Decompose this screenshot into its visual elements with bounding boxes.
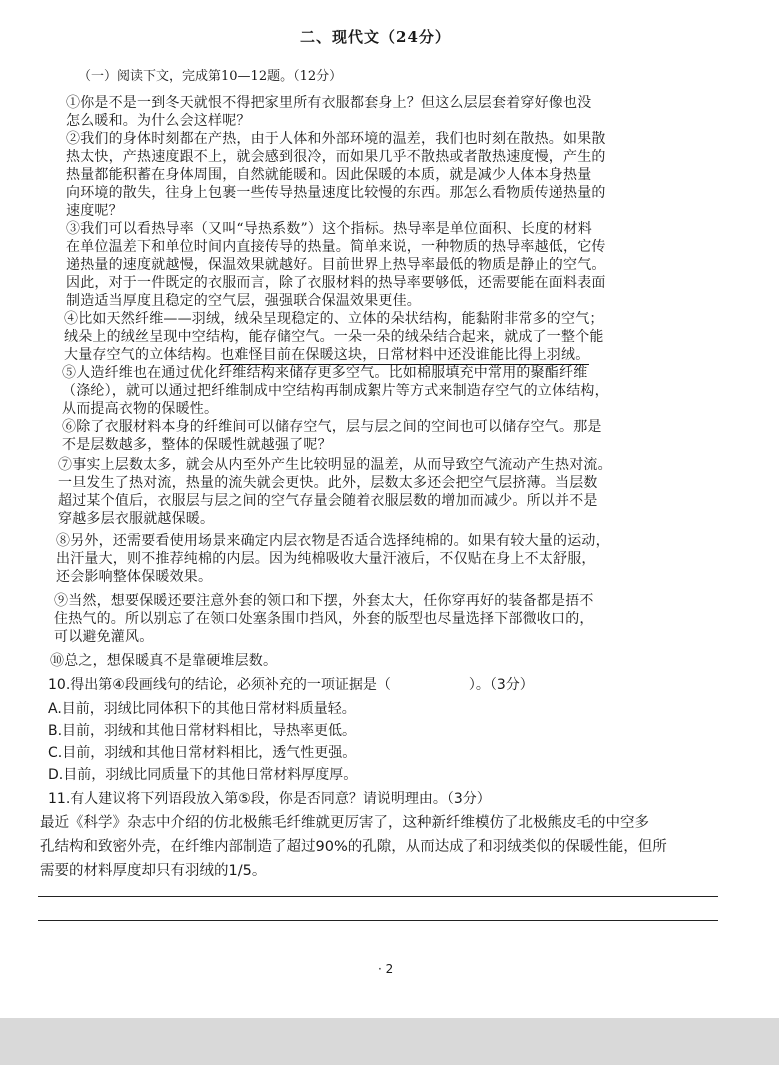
- question-10-stem: 10.得出第④段画线句的结论，必须补充的一项证据是（ ）。（3分）: [48, 677, 534, 693]
- passage-line: 向环境的散失，往身上包裹一些传导热量速度比较慢的东西。那怎么看物质传递热量的: [66, 185, 606, 201]
- passage-line: ④比如天然纤维——羽绒，绒朵呈现稳定的、立体的朵状结构，能黏附非常多的空气；: [64, 311, 604, 327]
- passage-line: ⑥除了衣服材料本身的纤维间可以储存空气，层与层之间的空间也可以储存空气。那是: [62, 419, 602, 435]
- passage-line: 怎么暖和。为什么会这样呢？: [66, 113, 251, 129]
- passage-line: 超过某个值后，衣服层与层之间的空气存量会随着衣服层数的增加而减少。所以并不是: [58, 493, 598, 509]
- passage-line-with-underline: [64, 346, 589, 364]
- question-10-option-d: D.目前，羽绒比同质量下的其他日常材料厚度厚。: [48, 767, 358, 783]
- passage-line: 热太快，产热速度跟不上，就会感到很冷，而如果几乎不散热或者散热速度慢，产生的: [66, 149, 606, 165]
- question-10-option-c: C.目前，羽绒和其他日常材料相比，透气性更强。: [48, 745, 357, 761]
- passage-line: ⑦事实上层数太多，就会从内至外产生比较明显的温差，从而导致空气流动产生热对流。: [58, 457, 612, 473]
- question-11-quote-line: 需要的材料厚度却只有羽绒的1/5。: [40, 863, 267, 879]
- passage-line: 不是层数越多，整体的保暖性就越强了呢？: [62, 437, 332, 453]
- passage-line: ③我们可以看热导率（又叫“导热系数”）这个指标。热导率是单位面积、长度的材料: [66, 221, 592, 237]
- section-title: 二、现代文（24分）: [300, 28, 451, 46]
- underlined-sentence: 也难怪目前在保暖这块，日常材料中还没谁能比得上羽绒。: [220, 347, 590, 363]
- passage-line: 制造适当厚度且稳定的空气层，强强联合保温效果更佳。: [66, 293, 421, 309]
- passage-line: ②我们的身体时刻都在产热，由于人体和外部环境的温差，我们也时刻在散热。如果散: [66, 131, 606, 147]
- reading-instruction: （一）阅读下文，完成第10—12题。（12分）: [78, 69, 343, 84]
- passage-line: 速度呢？: [66, 203, 123, 219]
- passage-line: 穿越多层衣服就越保暖。: [58, 511, 215, 527]
- answer-line[interactable]: [38, 896, 718, 897]
- passage-line: 在单位温差下和单位时间内直接传导的热量。简单来说，一种物质的热导率越低，它传: [66, 239, 606, 255]
- passage-line: 出汗量大，则不推荐纯棉的内层。因为纯棉吸收大量汗液后，不仅贴在身上不太舒服，: [56, 551, 596, 567]
- passage-line: 因此，对于一件既定的衣服而言，除了衣服材料的热导率要够低，还需要能在面料表面: [66, 275, 606, 291]
- passage-line: 递热量的速度就越慢，保温效果就越好。目前世界上热导率最低的物质是静止的空气。: [66, 257, 606, 273]
- passage-line: ⑧另外，还需要看使用场景来确定内层衣物是否适合选择纯棉的。如果有较大量的运动，: [56, 533, 610, 549]
- question-10-option-b: B.目前，羽绒和其他日常材料相比，导热率更低。: [48, 723, 357, 739]
- question-10-option-a: A.目前，羽绒比同体积下的其他日常材料质量轻。: [48, 701, 356, 717]
- page-number: · 2: [378, 962, 394, 976]
- question-11-stem: 11.有人建议将下列语段放入第⑤段，你是否同意？请说明理由。（3分）: [48, 791, 491, 807]
- question-11-quote-line: 最近《科学》杂志中介绍的仿北极熊毛纤维就更厉害了，这种新纤维模仿了北极熊皮毛的中空多: [40, 815, 649, 831]
- passage-line: 可以避免灌风。: [54, 629, 154, 645]
- question-11-quote-line: 孔结构和致密外壳，在纤维内部制造了超过90%的孔隙，从而达成了和羽绒类似的保暖性能，但所: [40, 839, 667, 855]
- passage-line: 从而提高衣物的保暖性。: [62, 401, 219, 417]
- passage-line: 大量存空气的立体结构。: [64, 347, 221, 363]
- passage-line: ⑨当然，想要保暖还要注意外套的领口和下摆，外套太大，任你穿再好的装备都是捂不: [54, 593, 594, 609]
- passage-line: ⑩总之，想保暖真不是靠硬堆层数。: [50, 653, 278, 669]
- passage-line: ⑤人造纤维也在通过优化纤维结构来储存更多空气。比如棉服填充中常用的聚酯纤维: [62, 365, 588, 381]
- passage-line: ①你是不是一到冬天就恨不得把家里所有衣服都套身上？但这么层层套着穿好像也没: [66, 95, 592, 111]
- passage-line: 住热气的。所以别忘了在领口处塞条围巾挡风，外套的版型也尽量选择下部微收口的，: [54, 611, 594, 627]
- passage-line: 热量都能积蓄在身体周围，自然就能暖和。因此保暖的本质，就是减少人体本身热量: [66, 167, 592, 183]
- passage-line: 一旦发生了热对流，热量的流失就会更快。此外，层数太多还会把空气层挤薄。当层数: [58, 475, 598, 491]
- answer-line[interactable]: [38, 920, 718, 921]
- passage-line: 绒朵上的绒丝呈现中空结构，能存储空气。一朵一朵的绒朵结合起来，就成了一整个能: [64, 329, 604, 345]
- passage-line: 还会影响整体保暖效果。: [56, 569, 213, 585]
- passage-line: （涤纶），就可以通过把纤维制成中空结构再制成絮片等方式来制造存空气的立体结构，: [62, 383, 609, 399]
